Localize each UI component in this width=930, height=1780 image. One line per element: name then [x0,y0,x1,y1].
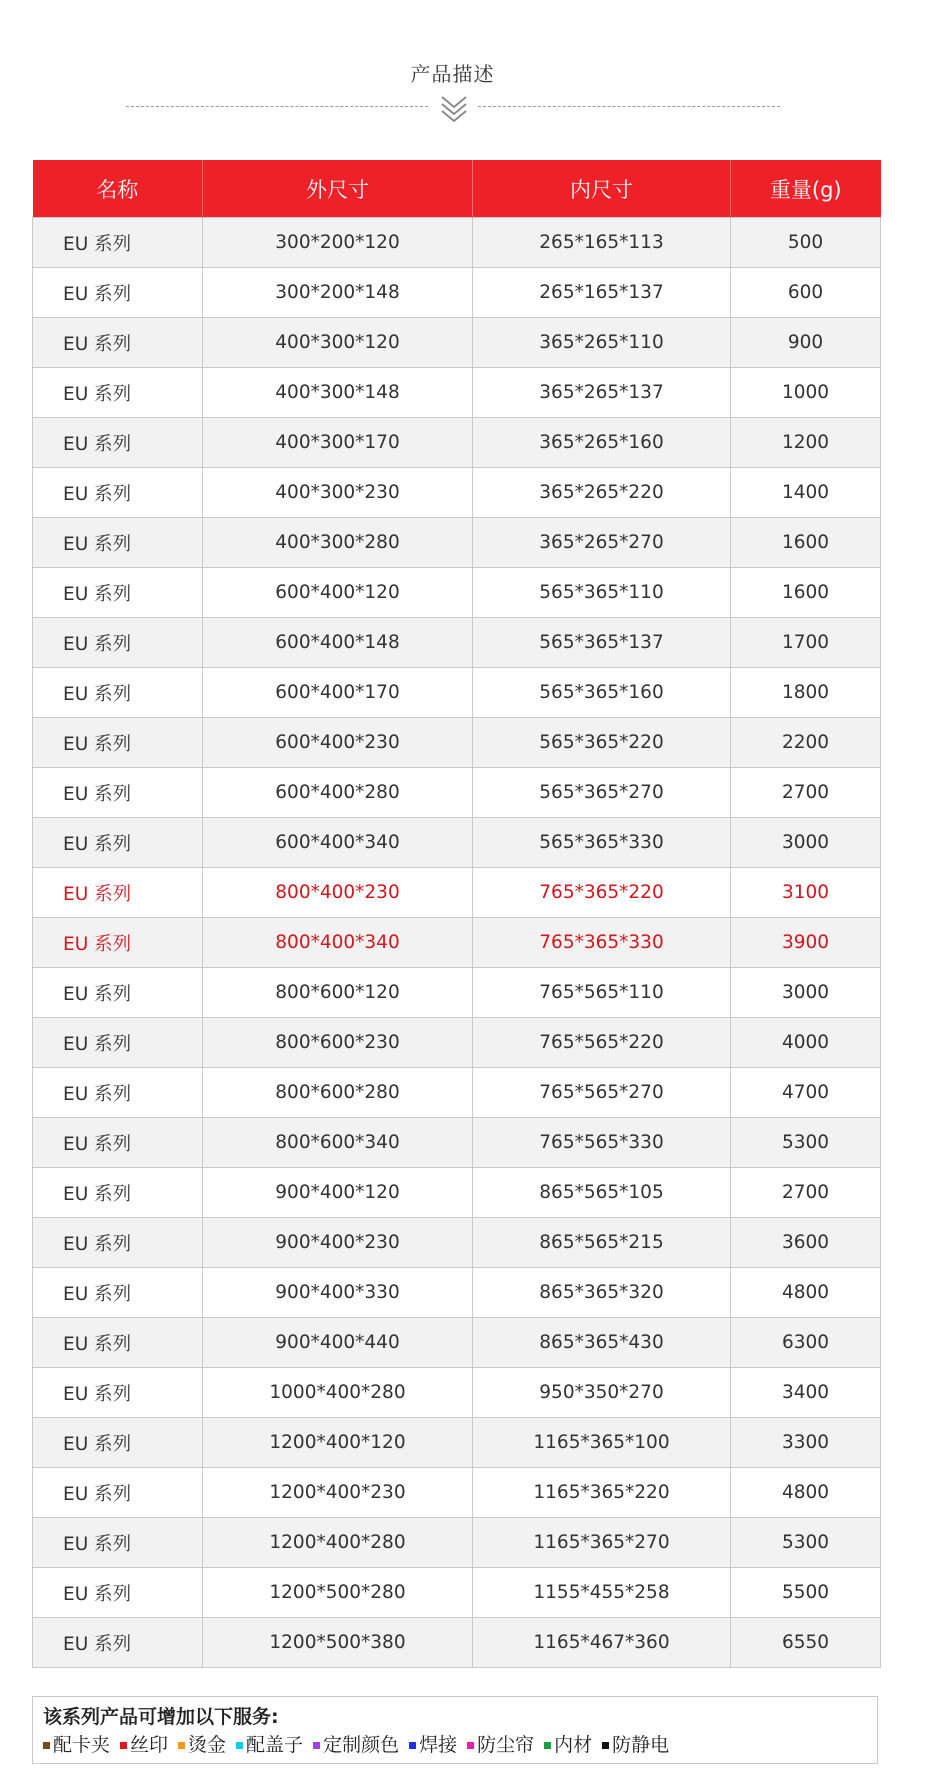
cell-outer-size: 300*200*120 [203,218,473,268]
cell-inner-size: 1165*365*270 [473,1518,731,1568]
cell-weight: 5500 [731,1568,881,1618]
cell-weight: 1600 [731,568,881,618]
table-row [33,468,881,518]
page-title: 产品描述 [410,62,495,86]
cell-name: EU 系列 [33,1068,203,1118]
cell-name: EU 系列 [33,818,203,868]
cell-weight: 1800 [731,668,881,718]
header-name: 名称 [33,160,203,218]
header-inner-size: 内尺寸 [473,160,731,218]
table-row [33,1468,881,1518]
cell-outer-size: 1200*500*280 [203,1568,473,1618]
table-row [33,1518,881,1568]
cell-weight: 5300 [731,1518,881,1568]
service-item [313,1731,399,1759]
cell-weight: 3400 [731,1368,881,1418]
cell-outer-size: 900*400*440 [203,1318,473,1368]
square-bullet-icon [409,1742,416,1749]
cell-inner-size: 565*365*137 [473,618,731,668]
service-label: 定制颜色 [323,1734,400,1756]
cell-name: EU 系列 [33,268,203,318]
cell-inner-size: 765*365*330 [473,918,731,968]
cell-outer-size: 1200*400*230 [203,1468,473,1518]
cell-outer-size: 400*300*230 [203,468,473,518]
cell-name: EU 系列 [33,1318,203,1368]
cell-inner-size: 865*565*105 [473,1168,731,1218]
service-label: 配卡夹 [53,1734,111,1756]
cell-weight: 4700 [731,1068,881,1118]
cell-inner-size: 565*365*160 [473,668,731,718]
cell-name: EU 系列 [33,968,203,1018]
cell-name: EU 系列 [33,1568,203,1618]
cell-inner-size: 1155*455*258 [473,1568,731,1618]
cell-outer-size: 400*300*280 [203,518,473,568]
cell-name: EU 系列 [33,1368,203,1418]
service-item [544,1731,592,1759]
cell-weight: 5300 [731,1118,881,1168]
cell-name: EU 系列 [33,1218,203,1268]
cell-name: EU 系列 [33,618,203,668]
table-row [33,1568,881,1618]
cell-inner-size: 265*165*113 [473,218,731,268]
table-row [33,518,881,568]
cell-inner-size: 1165*467*360 [473,1618,731,1668]
cell-inner-size: 565*365*220 [473,718,731,768]
cell-weight: 2200 [731,718,881,768]
cell-inner-size: 765*565*270 [473,1068,731,1118]
service-label: 烫金 [188,1734,227,1756]
cell-name: EU 系列 [33,568,203,618]
table-row [33,1268,881,1318]
cell-inner-size: 365*265*110 [473,318,731,368]
service-item [602,1731,669,1759]
spec-table [32,160,881,1668]
table-header-row [33,160,881,218]
service-item [43,1731,110,1759]
cell-weight: 6300 [731,1318,881,1368]
cell-outer-size: 800*600*280 [203,1068,473,1118]
cell-name: EU 系列 [33,718,203,768]
cell-weight: 3000 [731,818,881,868]
cell-weight: 4800 [731,1468,881,1518]
table-row [33,1618,881,1668]
table-row [33,918,881,968]
cell-outer-size: 900*400*230 [203,1218,473,1268]
services-list [43,1731,877,1759]
service-label: 焊接 [419,1734,458,1756]
table-row [33,618,881,668]
cell-name: EU 系列 [33,368,203,418]
square-bullet-icon [120,1742,127,1749]
square-bullet-icon [467,1742,474,1749]
table-row [33,1068,881,1118]
cell-outer-size: 800*400*340 [203,918,473,968]
cell-inner-size: 865*565*215 [473,1218,731,1268]
cell-outer-size: 900*400*120 [203,1168,473,1218]
cell-weight: 3300 [731,1418,881,1468]
cell-inner-size: 365*265*270 [473,518,731,568]
cell-outer-size: 300*200*148 [203,268,473,318]
cell-weight: 1200 [731,418,881,468]
table-row [33,968,881,1018]
square-bullet-icon [178,1742,185,1749]
cell-outer-size: 400*300*148 [203,368,473,418]
divider-right [478,106,780,107]
table-row [33,1018,881,1068]
header-outer-size: 外尺寸 [203,160,473,218]
section-header [0,0,930,140]
cell-name: EU 系列 [33,518,203,568]
cell-outer-size: 800*400*230 [203,868,473,918]
cell-weight: 1400 [731,468,881,518]
cell-name: EU 系列 [33,1518,203,1568]
cell-inner-size: 265*165*137 [473,268,731,318]
cell-outer-size: 1000*400*280 [203,1368,473,1418]
table-row [33,1218,881,1268]
service-label: 丝印 [130,1734,169,1756]
cell-name: EU 系列 [33,1618,203,1668]
cell-inner-size: 365*265*160 [473,418,731,468]
cell-outer-size: 600*400*120 [203,568,473,618]
cell-inner-size: 765*565*220 [473,1018,731,1068]
cell-inner-size: 865*365*320 [473,1268,731,1318]
table-row [33,1418,881,1468]
cell-name: EU 系列 [33,418,203,468]
cell-name: EU 系列 [33,318,203,368]
services-box [32,1696,878,1764]
cell-outer-size: 600*400*230 [203,718,473,768]
cell-name: EU 系列 [33,1118,203,1168]
services-title: 该系列产品可增加以下服务: [43,1706,279,1728]
cell-outer-size: 600*400*170 [203,668,473,718]
cell-outer-size: 600*400*280 [203,768,473,818]
cell-name: EU 系列 [33,1018,203,1068]
table-row [33,1368,881,1418]
cell-outer-size: 600*400*148 [203,618,473,668]
cell-inner-size: 565*365*110 [473,568,731,618]
table-row [33,868,881,918]
cell-weight: 600 [731,268,881,318]
cell-name: EU 系列 [33,218,203,268]
table-row [33,1168,881,1218]
square-bullet-icon [544,1742,551,1749]
cell-weight: 4000 [731,1018,881,1068]
table-row [33,318,881,368]
cell-name: EU 系列 [33,1168,203,1218]
cell-name: EU 系列 [33,868,203,918]
cell-inner-size: 1165*365*100 [473,1418,731,1468]
cell-outer-size: 400*300*120 [203,318,473,368]
table-row [33,768,881,818]
cell-outer-size: 800*600*340 [203,1118,473,1168]
cell-weight: 2700 [731,768,881,818]
cell-name: EU 系列 [33,1268,203,1318]
service-label: 内材 [554,1734,593,1756]
cell-weight: 6550 [731,1618,881,1668]
cell-weight: 3900 [731,918,881,968]
table-row [33,568,881,618]
cell-outer-size: 1200*400*120 [203,1418,473,1468]
cell-name: EU 系列 [33,468,203,518]
cell-weight: 3100 [731,868,881,918]
service-label: 防静电 [612,1734,670,1756]
cell-outer-size: 600*400*340 [203,818,473,868]
cell-outer-size: 1200*400*280 [203,1518,473,1568]
square-bullet-icon [602,1742,609,1749]
table-row [33,1318,881,1368]
cell-outer-size: 1200*500*380 [203,1618,473,1668]
cell-outer-size: 900*400*330 [203,1268,473,1318]
cell-weight: 900 [731,318,881,368]
divider-left [126,106,428,107]
cell-inner-size: 765*365*220 [473,868,731,918]
cell-weight: 2700 [731,1168,881,1218]
cell-inner-size: 765*565*330 [473,1118,731,1168]
table-row [33,668,881,718]
table-row [33,1118,881,1168]
chevron-down-icon [438,92,470,124]
cell-weight: 1000 [731,368,881,418]
cell-inner-size: 565*365*270 [473,768,731,818]
table-row [33,818,881,868]
service-label: 防尘帘 [477,1734,535,1756]
cell-name: EU 系列 [33,1468,203,1518]
cell-inner-size: 365*265*220 [473,468,731,518]
square-bullet-icon [236,1742,243,1749]
cell-inner-size: 365*265*137 [473,368,731,418]
table-row [33,268,881,318]
table-row [33,368,881,418]
square-bullet-icon [43,1742,50,1749]
cell-weight: 1600 [731,518,881,568]
cell-inner-size: 565*365*330 [473,818,731,868]
service-item [467,1731,534,1759]
cell-outer-size: 800*600*120 [203,968,473,1018]
cell-name: EU 系列 [33,918,203,968]
service-label: 配盖子 [246,1734,304,1756]
cell-outer-size: 400*300*170 [203,418,473,468]
service-item [236,1731,303,1759]
cell-weight: 500 [731,218,881,268]
table-row [33,718,881,768]
cell-name: EU 系列 [33,1418,203,1468]
header-weight: 重量(g) [731,160,881,218]
cell-weight: 4800 [731,1268,881,1318]
cell-weight: 1700 [731,618,881,668]
cell-weight: 3600 [731,1218,881,1268]
table-row [33,418,881,468]
table-row [33,218,881,268]
service-item [120,1731,168,1759]
cell-inner-size: 865*365*430 [473,1318,731,1368]
cell-name: EU 系列 [33,668,203,718]
cell-name: EU 系列 [33,768,203,818]
cell-weight: 3000 [731,968,881,1018]
cell-inner-size: 765*565*110 [473,968,731,1018]
table-body [33,218,881,1668]
service-item [178,1731,226,1759]
cell-inner-size: 1165*365*220 [473,1468,731,1518]
cell-inner-size: 950*350*270 [473,1368,731,1418]
cell-outer-size: 800*600*230 [203,1018,473,1068]
service-item [409,1731,457,1759]
square-bullet-icon [313,1742,320,1749]
